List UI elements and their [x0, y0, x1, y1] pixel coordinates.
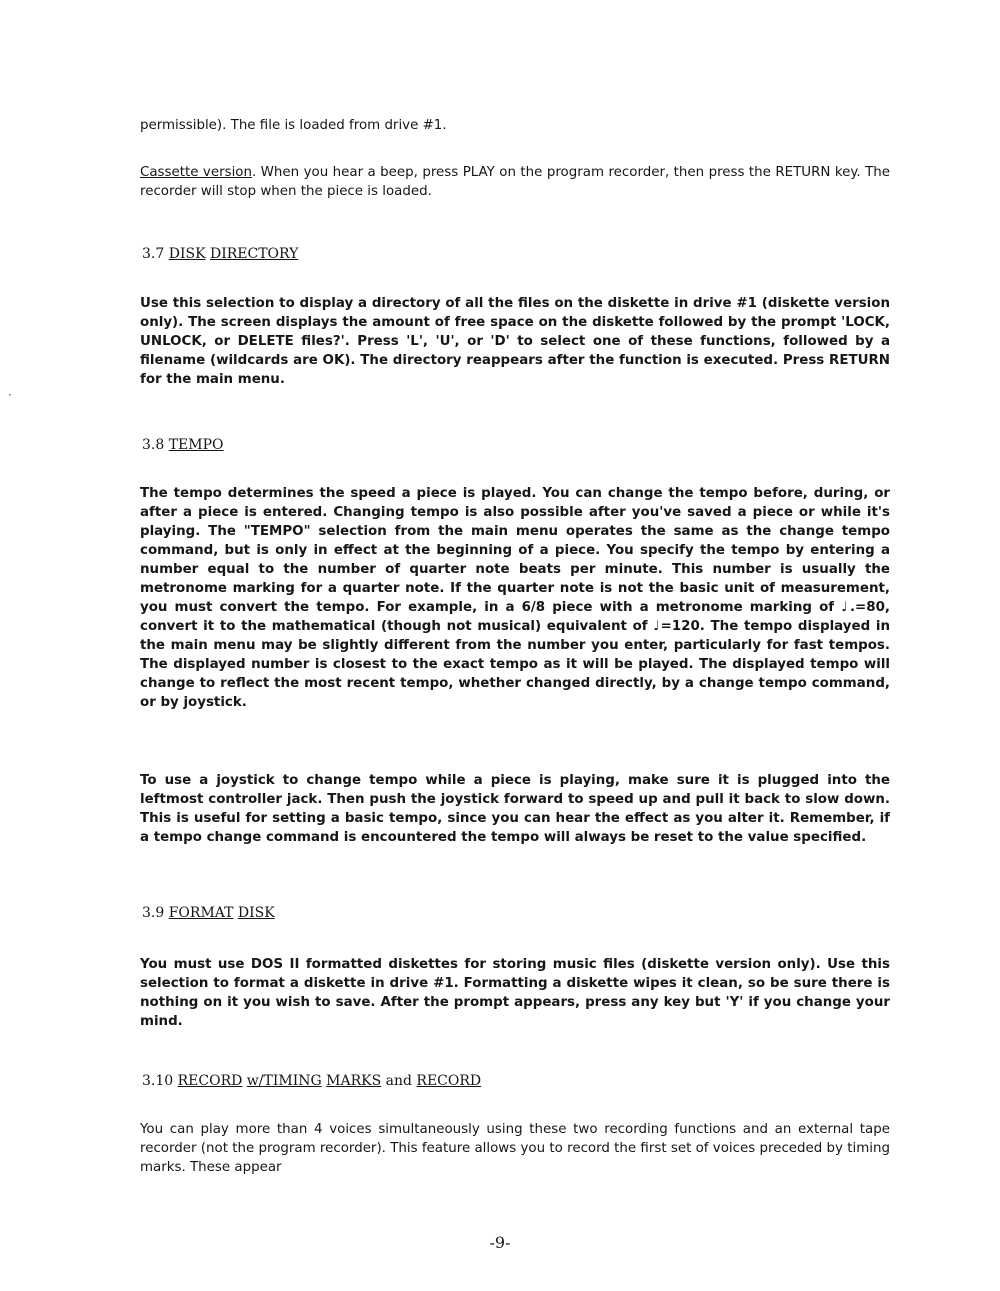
heading-word: MARKS	[326, 1073, 382, 1089]
heading-3-10-record	[142, 1073, 481, 1089]
paragraph-tempo-2: To use a joystick to change tempo while a piece is playing, make sure it is plugged into the leftmost controller jack. Then push the joystick forward to speed up and pull it back to slow down. This is useful for setting a basic tempo, since you can hear the effect as you alter it. Remember, if a tempo change command is encountered the tempo will always be reset to the value specified.	[140, 773, 890, 845]
heading-word: TEMPO	[168, 437, 224, 453]
page-number: -9-	[489, 1233, 511, 1252]
heading-word: and	[385, 1073, 412, 1089]
heading-3-7-disk-directory	[142, 246, 298, 262]
heading-word: DIRECTORY	[209, 246, 299, 262]
paragraph-tempo-1: The tempo determines the speed a piece is played. You can change the tempo before, during, or after a piece is entered. Changing tempo is also possible after you've saved a piece or while it's playing. The "TEMPO" selection from the main menu operates the same as the change tempo command, but is only in effect at the beginning of a piece. You specify the tempo by entering a number equal to the number of quarter note beats per minute. This number is usually the metronome marking for a quarter note. If the quarter note is not the basic unit of measurement, you must convert the tempo. For example, in a 6/8 piece with a metronome marking of ♩.=80, convert it to the mathematical (though not musical) equivalent of ♩=120. The tempo displayed in the main menu may be slightly different from the number you enter, particularly for fast tempos. The displayed number is closest to the exact tempo as it will be played. The displayed tempo will change to reflect the most recent tempo, whether changed directly, by a change tempo command, or by joystick.	[140, 486, 890, 710]
cassette-version-text: . When you hear a beep, press PLAY on the program recorder, then press the RETURN key. The recorder will stop when the piece is loaded.	[140, 165, 890, 199]
paragraph-disk-directory: Use this selection to display a directory of all the files on the diskette in drive #1 (diskette version only). The screen displays the amount of free space on the diskette followed by the prompt 'LOCK, UNLOCK, or DELETE files?'. Press 'L', 'U', or 'D' to select one of these functions, followed by a filename (wildcards are OK). The directory reappears after the function is executed. Press RETURN for the main menu.	[140, 296, 890, 387]
heading-number: 3.7	[142, 246, 165, 262]
heading-3-8-tempo	[142, 437, 224, 453]
heading-word: DISK	[168, 246, 206, 262]
heading-3-9-format-disk	[142, 905, 275, 921]
paragraph-record: You can play more than 4 voices simultaneously using these two recording functions and an external tape recorder (not the program recorder). This feature allows you to record the first set of voices preceded by timing marks. These appear	[140, 1122, 890, 1175]
heading-word: DISK	[237, 905, 275, 921]
heading-word: w/TIMING	[246, 1073, 322, 1089]
heading-number: 3.10	[142, 1073, 174, 1089]
heading-word: FORMAT	[168, 905, 234, 921]
heading-number: 3.8	[142, 437, 165, 453]
paragraph-format-disk: You must use DOS II formatted diskettes for storing music files (diskette version only). Use this selection to format a diskette in drive #1. Formatting a diskette wipes it clean, so be sure there is nothing on it you wish to save. After the prompt appears, press any key but 'Y' if you change your mind.	[140, 957, 890, 1029]
paragraph-continuation: permissible). The file is loaded from drive #1.	[140, 118, 447, 133]
heading-word: RECORD	[177, 1073, 243, 1089]
heading-word: RECORD	[416, 1073, 482, 1089]
heading-number: 3.9	[142, 905, 165, 921]
paragraph-cassette-version	[140, 163, 890, 201]
cassette-version-lead: Cassette version	[140, 165, 252, 180]
scan-speck: ·	[8, 388, 12, 402]
